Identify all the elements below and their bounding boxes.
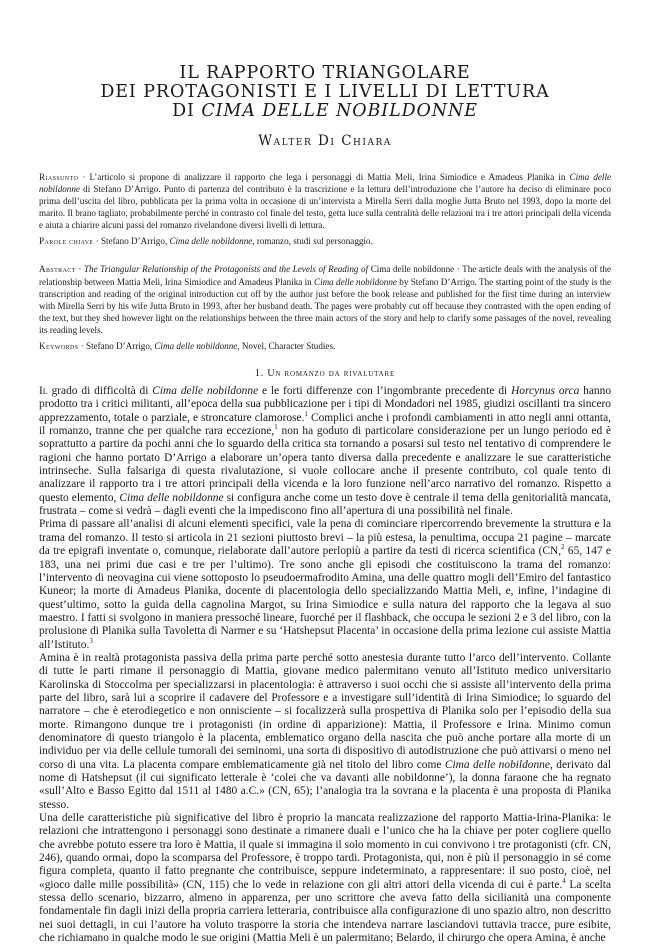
- riassunto-text-1: L’articolo si propone di analizzare il rapporto che lega i personaggi di Mattia Meli, Irina Simiodice e Amadeus Planika in: [89, 172, 570, 182]
- paragraph-1-italic-1: Cima delle nobildonne: [152, 385, 259, 398]
- keywords-text-2: , Novel, Character Studies.: [237, 341, 336, 352]
- paragraph-4-text-a: Una delle caratteristiche più significative del libro è proprio la mancata realizzazione del rapporto Mattia-Irina-Planika: le relazioni che intrattengono i personaggi sono destinate a rimanere duali e l’unico che ha la chiave per poter cogliere quello che avrebbe potuto essere tra loro è Mattia, il quale si immagina il solo momento in cui convivono i tre protagonisti (cfr. CN, 246), quando ormai, dopo la scomparsa del Professore, è troppo tardi. Protagonista, qui, non è più il personaggio in sé come figura completa, quanto il fatto pregnante che contribuisce, seppure indeterminato, a rappresentare: il suo posto, cioè, nel «gioco dalle mille possibilità» (CN, 115) che lo vede in relazione con gli altri attori della vicenda di cui è parte.: [39, 812, 611, 891]
- paragraph-1-text-a: grado di difficoltà di: [47, 385, 153, 398]
- riassunto-italic-1: Cima delle nobildonne: [39, 172, 612, 195]
- paragraph-1-text-c: hanno prodotto tra i critici militanti, all’epoca della sua pubblicazione per i tipi di Mondadori nel 1985, giudizi oscillanti tra sincero apprezzamento, totale o parziale, e stroncature clamorose.: [39, 385, 612, 424]
- abstract-text-2: by Stefano D’Arrigo. The starting point of the study is the transcription and reading of the original introduction cut off by the author just before the book release and published for the first time during an interview with Mirella Serri by his wife Jutta Bruto in 1993, after her husband death. The pages were probably cut off because they contrasted with the open ending of the text, but they shed however light on the relationships between the three main actors of the story and help to clarify some passages of the novel, revealing its reading levels.: [39, 276, 611, 335]
- paragraph-1-text-f: si configura anche come un testo dove è centrale il tema della genitorialità mancata, frustrata – come si vedrà – dagli eventi che la impediscono fino all’apertura di una possibilità nel finale.: [39, 491, 612, 518]
- article-title: [39, 64, 611, 121]
- paragraph-1-italic-2: Horcynus orca: [511, 385, 580, 398]
- paragraph-1-text-b: e le forti differenze con l’ingombrante precedente di: [258, 385, 512, 398]
- paragraph-2-text-b: 65, 147 e 183, una nei primi due casi e tre per l’ultimo). Tre sono anche gli episodi che costituiscono la trama del romanzo: l’intervento di neovagina cui viene sottoposto lo pseudoermafrodito Amina, una delle quattro mogli dell’Emiro del fantastico Kuneor; la morte di Amadeus Planika, docente di placentologia dello specializzando Mattia Meli, e, infine, l’indagine di quest’ultimo, sotto la guida della cagnolina Margot, su Irina Simiodice e sulla natura del rapporto che la legava al suo maestro. I fatti si svolgono in maniera pressoché lineare, fuorché per il flashback, che occupa le sezioni 2 e 3 del libro, con la prolusione di Planika sulla Tavoletta di Narmer e su ‘Hatshepsut Placenta’ in occasione della prima lezione cui assiste Mattia all’Istituto.: [39, 545, 611, 651]
- paragraph-1: [39, 385, 611, 518]
- parole-chiave-head: Parole chiave: [39, 236, 94, 247]
- title-line-3-italic: CIMA DELLE NOBILDONNE: [201, 101, 478, 121]
- footnote-ref-1b[interactable]: 1: [274, 423, 278, 432]
- riassunto-head: Riassunto: [39, 172, 79, 182]
- footnote-ref-4[interactable]: 4: [562, 876, 566, 885]
- paragraph-2: [39, 518, 611, 651]
- section-heading-1: 1. Un romanzo da rivalutare: [254, 368, 396, 380]
- abstract-sep: ·: [75, 264, 84, 275]
- paragraph-4-text-b: La scelta stessa dello scenario, bizzarro, almeno in apparenza, per uno scrittore che aveva fatto della sicilianità una componente fondamentale fin dagli inizi della propria carriera letteraria, contribuisce alla configurazione di uno spazio altro, non descritto nei suoi dettagli, in cui l’autore ha voluto trasporre la storia che intendeva narrare lasciandovi tuttavia tracce, pure esibite, che richiamano in qualche modo le sue origini (Mattia Meli è un palermitano; Belardo, il chirurgo che opera Amina, è anche: [39, 878, 612, 945]
- keywords-head: Keywords: [39, 341, 79, 352]
- paper-page: [39, 64, 611, 945]
- paragraph-2-text-a: Prima di passare all’analisi di alcuni elementi specifici, vale la pena di cominciare ripercorrendo brevemente la struttura e la trama del romanzo. Il testo si articola in 21 sezioni piuttosto brevi – la più estesa, la penultima, occupa 21 pagine – marcate da tre epigrafi inventate o, comunque, rielaborate dall’autore perlopiù a partire da testi di ricerca scientifica (CN,: [39, 518, 611, 558]
- title-line-3: [39, 102, 611, 121]
- paragraph-1-text-d: Complici anche i profondi cambiamenti in atto negli anni ottanta, il romanzo, tranne che per qualche rara eccezione,: [39, 411, 611, 438]
- footnote-ref-3[interactable]: 3: [89, 636, 93, 645]
- paragraph-3-italic-1: Cima delle nobildonne: [444, 758, 550, 771]
- paragraph-1-text-e: non ha goduto di particolare considerazione per un lungo periodo ed è soprattutto a partire da pochi anni che lo sguardo della critica sta tornando a posarsi sul testo nel tentativo di comprendere le ragioni che hanno portato D’Arrigo a elaborare un’opera tanto diversa dalla precedente e analizzare le sue caratteristiche intrinseche. Sulla falsariga di questa rivalutazione, si vuole collocare anche il presente contributo, col quale tento di analizzare il rapporto tra i tre attori principali della vicenda e la loro funzione nell’arco narrativo del romanzo. Rispetto a questo elemento,: [39, 425, 612, 504]
- title-line-3-prefix: DI: [172, 101, 202, 121]
- parole-chiave-block: [39, 235, 611, 247]
- riassunto-sep: ·: [78, 172, 90, 182]
- keywords-italic: Cima delle nobildonne: [154, 341, 238, 352]
- abstract-block: [39, 263, 611, 336]
- footnote-ref-1[interactable]: 1: [304, 409, 308, 418]
- paragraph-1-cap: Il: [39, 385, 48, 398]
- body-text: [39, 385, 611, 945]
- riassunto-block: [39, 171, 611, 231]
- paragraph-4: [39, 812, 611, 945]
- paragraph-1-italic-3: Cima delle nobildonne: [119, 491, 224, 504]
- paragraph-3-text-b: , derivato dal nome di Hatshepsut (il cui significato letterale è ‘colei che va davanti alle nobildonne’), la donna faraone che ha regnato «sull’Alto e Basso Egitto dal 1511 al 1480 a.C.» (CN, 65); l’analogia tra la sovrana e la placenta è una proposta di Planika stesso.: [39, 758, 611, 811]
- abstract-head: Abstract: [39, 264, 76, 275]
- parole-chiave-text-1: · Stefano D’Arrigo,: [93, 236, 170, 247]
- abstract-title-roman: Cima delle nobildonne: [370, 264, 455, 275]
- paragraph-3: [39, 652, 611, 812]
- riassunto-text-2: di Stefano D’Arrigo. Punto di partenza del contributo è la trascrizione e la lettura dell’introduzione che l’autore ha deciso di eliminare poco prima dell’uscita del libro, pubblicata per la prima volta in occasione di un’intervista a Mirella Serri dalla moglie Jutta Bruto nel 1993, dopo la morte del marito. Il brano tagliato, probabilmente perché in contrasto col finale del testo, getta luce sulla centralità delle relazioni tra i tre attori principali della vicenda e aiuta a chiarire alcuni passi del romanzo rivelandone diversi livelli di lettura.: [39, 184, 611, 231]
- abstract-title-italic: The Triangular Relationship of the Protagonists and the Levels of Reading of: [83, 264, 371, 275]
- author-name: Walter Di Chiara: [258, 133, 392, 149]
- abstract-italic-1: Cima delle nobildonne: [314, 276, 397, 287]
- paragraph-3-text-a: Amina è in realtà protagonista passiva della prima parte perché sotto anestesia durante tutto l’arco dell’intervento. Collante di tutte le parti rimane il personaggio di Mattia, giovane medico palermitano venuto all’Istituto medico universitario Karolinska di Stoccolma per specializzarsi in placentologia: è attraverso i suoi occhi che si assiste all’intervento della prima parte del libro, sarà lui a scoprire il cadavere del Professore e a investigare sull’identità di Irina Simiodice; lo sguardo del narratore – che è eterodiegetico e non onnisciente – si focalizzerà sulla prospettiva di Planika solo per l’episodio della sua morte. Rimangono dunque tre i protagonisti (in ordine di apparizione): Mattia, il Professore e Irina. Minimo comun denominatore di questo triangolo è la placenta, emblematico organo della nascita che può anche portare alla morte di un individuo per via delle cellule tumorali dei seminomi, una sorta di dispositivo di autodistruzione che può attivarsi o meno nel corso di una vita. La placenta compare emblematicamente già nel titolo del libro come: [39, 651, 611, 771]
- keywords-text-1: · Stefano D’Arrigo,: [78, 341, 155, 352]
- footnote-ref-2[interactable]: 2: [561, 543, 565, 552]
- parole-chiave-text-2: , romanzo, studi sul personaggio.: [252, 236, 373, 247]
- keywords-block: [39, 340, 611, 352]
- title-line-1: IL RAPPORTO TRIANGOLARE: [179, 63, 471, 83]
- parole-chiave-italic: Cima delle nobildonne: [169, 236, 253, 247]
- abstract-text-1: · The article deals with the analysis of the relationship between Mattia Meli, Irina Simiodice and Amadeus Planika in: [39, 264, 612, 287]
- title-line-2: DEI PROTAGONISTI E I LIVELLI DI LETTURA: [100, 82, 550, 102]
